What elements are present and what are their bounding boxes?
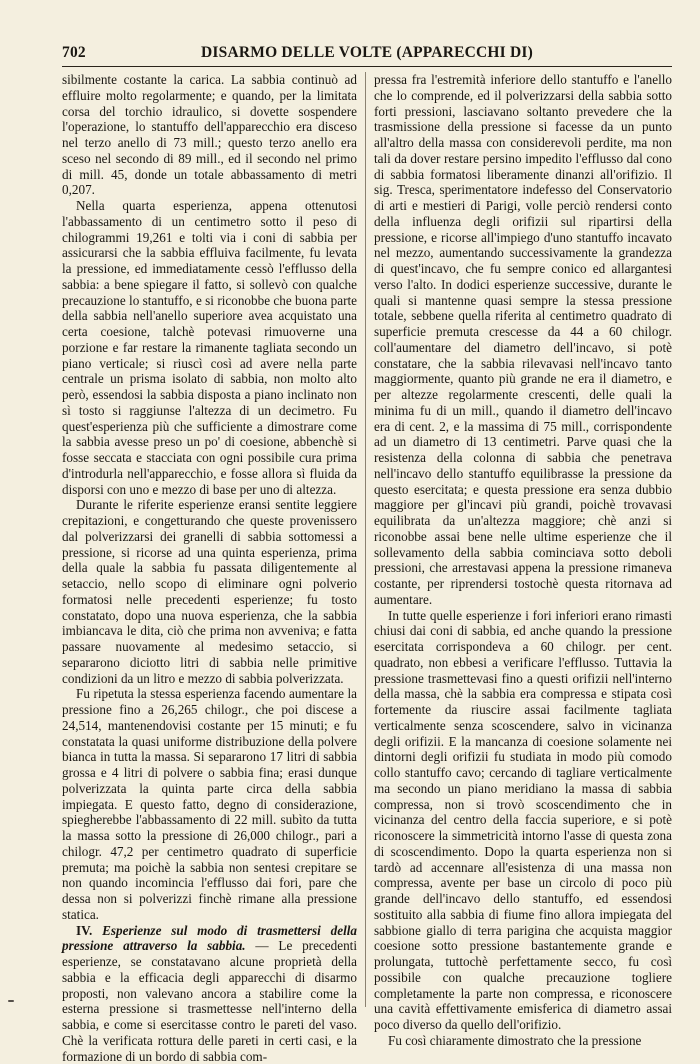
section-paragraph <box>62 923 357 1064</box>
paragraph: pressa fra l'estremità inferiore dello stantuffo e l'anello che lo comprende, ed il polverizzarsi della sabbia sotto forti pressioni, lasciavano soltanto prevedere che la trasmissione della pressione si facesse da un punto all'altro della massa con considerevoli perdite, ma non tali da dover restare persino impedito l'efflusso dal cono di sabbia formatosi liberamente dinanzi all'orifizio. Il sig. Tresca, sperimentatore indefesso del Conservatorio di arti e mestieri di Parigi, volle perciò rendersi conto della influenza degli orifizii sul ripartirsi della pressione, e ricorse all'impiego d'uno stantuffo incavato nel mezzo, aumentando successivamente la grandezza di quest'incavo, che fu sempre conico ed allargantesi verso l'alto. In dodici esperienze successive, durante le quali si mantenne quasi sempre la stessa pressione totale, sebbene quella riferita al centimetro quadrato di superficie premuta crescesse da 44 a 60 chilogr. coll'aumentare del diametro dell'incavo, si potè constatare, che la sabbia rilevavasi nell'incavo tanto maggiormente, quanto più grande ne era il diametro, e per altezze regolarmente crescenti, delle quali la minima fu di un mill., quando il diametro dell'incavo era di cent. 2, e la massima di 75 mill., corrispondente ad un diametro di 13 centimetri. Parve quasi che la resistenza della colonna di sabbia che penetrava nell'incavo dello stantuffo equilibrasse la pressione da questo esercitata; e questa pressione era senza dubbio maggiore per gl'incavi più grandi, poichè trovavasi equilibrata da un'altezza maggiore; chè anzi si riconobbe assai bene nelle ultime esperienze che il sollevamento della sabbia cominciava sotto deboli pressioni, che arrestavasi appena la pressione rimaneva costante, per riprendersi tostochè questa ritornava ad aumentare. <box>374 72 672 608</box>
column-divider <box>365 72 366 1007</box>
section-title: Esperienze sul modo di trasmettersi della pressione attraverso la sabbia. <box>62 923 357 954</box>
page-number: 702 <box>62 44 86 62</box>
running-title: DISARMO DELLE VOLTE (APPARECCHI DI) <box>62 44 672 62</box>
section-text: — Le precedenti esperienze, se constatavano alcune proprietà della sabbia e la efficacia degli apparecchi di disarmo proposti, non valevano ancora a stabilire come la esterna pressione si trasmettesse nell'interno della sabbia, e come si esercitasse contro le pareti del vaso. Chè la verificata rottura delle pareti in certi casi, e la formazione di un bordo di sabbia com- <box>62 938 357 1063</box>
left-column <box>62 72 357 1064</box>
section-number: IV. <box>76 923 92 938</box>
header-rule <box>62 66 672 67</box>
paragraph: In tutte quelle esperienze i fori inferiori erano rimasti chiusi dai coni di sabbia, ed anche quando la pressione esercitata corrispondeva a 60 chilogr. per cent. quadrato, non ebbesi a verificare l'efflusso. Tuttavia la pressione trasmettevasi fino a questi orifizii nell'interno della massa, chè la sabbia era compressa e stipata così fortemente da riuscire assai facilmente tagliata verticalmente senza scoscendere, salvo in vicinanza degli orifizii. E la mancanza di coesione solamente nei dintorni degli orifizii fu studiata in modo più comodo collo stantuffo cavo; cercando di tagliare verticalmente ma secondo un piano meridiano la massa di sabbia compressa, non si trovò scoscendimento che in vicinanza del centro della faccia superiore, e si potè riconoscere la simmetricità intorno l'asse di questa zona di scoscendimento. Dopo la quarta esperienza non si tardò ad accennare all'esistenza di una massa non compressa, avente per base un circolo di poco più grande dell'incavo dello stantuffo, ed essendosi sostituito alla sabbia di fiume fino allora impiegata del sabbione giallo di terra parigina che acquista maggior coesione sotto pressione bastantemente grande e prolungata, tuttochè perfettamente secco, fu così possibile con qualche precauzione togliere completamente la parte non compressa, e riconoscere una cavità effettivamente emisferica di diametro assai poco diverso da quello dell'orifizio. <box>374 608 672 1033</box>
right-column <box>374 72 672 1049</box>
paragraph: sibilmente costante la carica. La sabbia continuò ad effluire molto regolarmente; e quando, per la limitata corsa del torchio idraulico, si dovette sospendere l'operazione, lo stantuffo dell'apparecchio era disceso nel terzo anello di 73 mill.; questo terzo anello era sceso nel secondo di 89 mill., ed il secondo nel primo di mill. 45, donde un totale abbassamento di metri 0,207. <box>62 72 357 198</box>
page-header <box>62 44 672 66</box>
paragraph: Nella quarta esperienza, appena ottenutosi l'abbassamento di un centimetro sotto il peso di chilogrammi 19,261 e tolti via i coni di sabbia per assicurarsi che la sabbia effluiva facilmente, fu levata la pressione, ed immediatamente cessò l'efflusso della sabbia: a bene spiegare il fatto, si sollevò con qualche precauzione lo stantuffo, e si riconobbe che buona parte della sabbia nell'anello superiore avea acquistato una certa coesione, talchè potevasi rimuoverne una porzione e far restare la rimanente tagliata secondo un piano verticale; si riuscì così ad avere nella parte centrale un prisma isolato di sabbia, non molto alto però, essendosi la sabbia disposta a piano inclinato non sì tosto si raggiunse l'altezza di un decimetro. Fu quest'esperienza più che sufficiente a dimostrare come la sabbia avesse preso un po' di coesione, abbenchè si fosse seccata e stacciata con ogni possibile cura prima d'introdurla nell'apparecchio, e fosse allora sì fluida da disporsi con uno e mezzo di base per uno di altezza. <box>62 198 357 497</box>
paragraph: Fu così chiaramente dimostrato che la pressione <box>374 1033 672 1049</box>
paragraph: Durante le riferite esperienze eransi sentite leggiere crepitazioni, e congetturando che queste provenissero dal polverizzarsi dei granelli di sabbia sottomessi a pressione, si ricorse ad una quinta esperienza, prima della quale la sabbia fu passata diligentemente al setaccio, nello scopo di eliminare ogni polverio formatosi nelle precedenti esperienze; fu tosto constatato, dopo una nuova esperienza, che la sabbia imbiancava le dita, ciò che prima non avveniva; e fatta passare nuovamente al medesimo setaccio, si separarono diciotto litri di sabbia nelle primitive condizioni da un litro e mezzo di sabbia polverizzata. <box>62 497 357 686</box>
paragraph: Fu ripetuta la stessa esperienza facendo aumentare la pressione fino a 26,265 chilogr., che poi discese a 24,514, mantenendovisi costante per 15 minuti; e fu constatata la quasi uniforme distribuzione della polvere bianca in tutta la massa. Si separarono 17 litri di sabbia grossa e 4 litri di polvere o sabbia fina; erasi dunque polverizzata la quinta parte circa della sabbia impiegata. E questo fatto, degno di considerazione, spiegherebbe l'abbassamento di 22 mill. subìto da tutta la massa sotto la pressione di 26,000 chilogr., pari a chilogr. 47,2 per centimetro quadrato di superficie premuta; ma poichè la sabbia non sentesi crepitare se non quando incomincia l'efflusso dai fori, pare che dessa non si polverizzi finchè rimane alla pressione statica. <box>62 686 357 922</box>
margin-speck <box>8 1000 14 1002</box>
